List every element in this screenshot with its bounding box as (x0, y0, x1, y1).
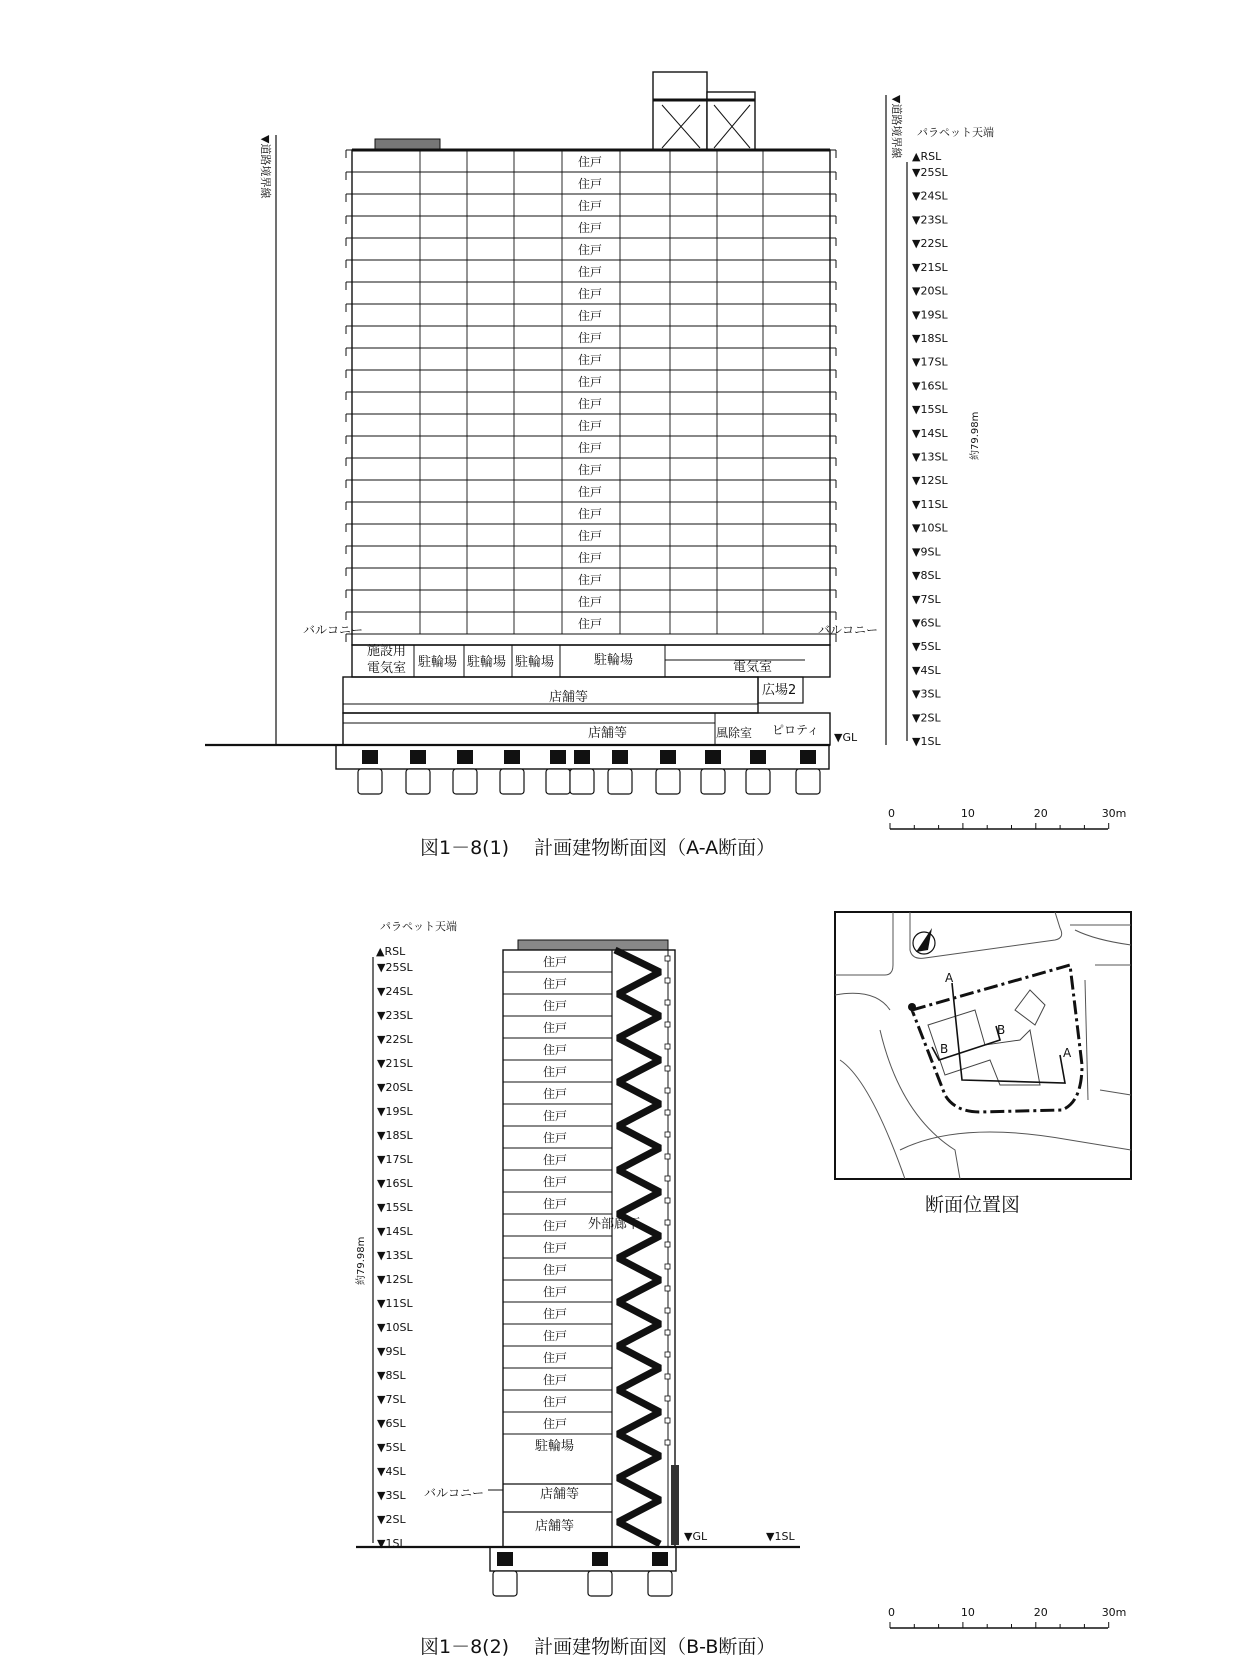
bb-level-label: ▼22SL (377, 1033, 413, 1046)
aa-balcony-right: バルコニー (818, 623, 879, 637)
bb-level-label: ▼25SL (377, 961, 413, 974)
bb-facade-node (665, 1374, 670, 1379)
bb-foundation-mat (490, 1547, 676, 1571)
aa-unit-label: 住戸 (578, 617, 603, 631)
aa-unit-label: 住戸 (578, 331, 603, 345)
bb-unit-label: 住戸 (543, 1109, 568, 1123)
bb-unit-label: 住戸 (543, 1153, 568, 1167)
bb-level-label: ▼18SL (377, 1129, 413, 1142)
aa-level-label: ▼16SL (912, 379, 948, 393)
aa-room-plaza: 広場2 (762, 683, 797, 698)
aa-height-note: 約79.98m (970, 411, 981, 460)
aa-level-label: ▼10SL (912, 521, 948, 535)
aa-level-label: ▼24SL (912, 189, 948, 203)
bb-unit-label: 住戸 (543, 1021, 568, 1035)
aa-unit-label: 住戸 (578, 287, 603, 301)
bb-unit-label: 住戸 (543, 1043, 568, 1057)
bb-level-label: ▼20SL (377, 1081, 413, 1094)
aa-level-label: ▼2SL (912, 711, 941, 725)
bb-unit-label: 住戸 (543, 1395, 568, 1409)
aa-unit-label: 住戸 (578, 221, 603, 235)
aa-unit-label: 住戸 (578, 595, 603, 609)
bb-facade-node (665, 1396, 670, 1401)
bb-unit-label: 住戸 (543, 1065, 568, 1079)
aa-level-label: ▼6SL (912, 616, 941, 630)
aa-level-label: ▼13SL (912, 450, 948, 464)
bb-floor-grid (488, 950, 670, 1512)
bb-room-bike: 駐輪場 (535, 1439, 575, 1454)
bb-level-label: ▼19SL (377, 1105, 413, 1118)
bb-unit-label: 住戸 (543, 1219, 568, 1233)
aa-pile-cap (504, 750, 520, 764)
aa-unit-label: 住戸 (578, 155, 603, 169)
aa-room-facility-1: 施設用 (367, 644, 407, 659)
bb-unit-label: 住戸 (543, 1175, 568, 1189)
aa-level-label: ▼1SL (912, 735, 941, 748)
aa-pile-footing (453, 769, 477, 794)
aa-pile-footing (656, 769, 680, 794)
aa-unit-label: 住戸 (578, 353, 603, 367)
bb-facade-node (665, 1440, 670, 1445)
bb-stair-base (671, 1465, 679, 1545)
aa-level-label: ▼7SL (912, 592, 941, 606)
bb-level-label: ▼10SL (377, 1321, 413, 1334)
aa-level-label: ▼22SL (912, 237, 948, 251)
bb-pile-footing (648, 1571, 672, 1596)
bb-facade-node (665, 978, 670, 983)
bb-level-scale (373, 957, 413, 1550)
bb-pile-cap (592, 1552, 608, 1566)
aa-level-label: ▼23SL (912, 213, 948, 227)
aa-section-drawing (205, 72, 1126, 829)
aa-unit-label: 住戸 (578, 177, 603, 191)
bb-facade-node (665, 1264, 670, 1269)
aa-floor-grid (346, 150, 836, 642)
key-plan-mark-a1: A (945, 971, 954, 985)
bb-1sl-right: ▼1SL (766, 1530, 795, 1543)
aa-room-bike-1: 駐輪場 (418, 655, 458, 670)
aa-room-elec: 電気室 (733, 660, 773, 675)
aa-road-boundary-label-right: ▼道路境界線 (890, 95, 903, 159)
aa-unit-label: 住戸 (578, 309, 603, 323)
bb-facade-node (665, 1022, 670, 1027)
aa-level-label: ▼5SL (912, 640, 941, 654)
scale-bar-label: 30m (1101, 1606, 1127, 1619)
aa-unit-label: 住戸 (578, 243, 603, 257)
aa-level-label: ▼3SL (912, 687, 941, 701)
bb-unit-label: 住戸 (543, 1087, 568, 1101)
bb-level-label: ▼23SL (377, 1009, 413, 1022)
aa-pile-cap (612, 750, 628, 764)
aa-pile-cap (410, 750, 426, 764)
aa-gl-label: ▼GL (834, 731, 858, 744)
bb-facade-node (665, 1110, 670, 1115)
aa-pile-cap (574, 750, 590, 764)
bb-level-label: ▼11SL (377, 1297, 413, 1310)
aa-pile-footing (701, 769, 725, 794)
bb-height-note: 約79.98m (356, 1236, 367, 1285)
aa-room-windbreak: 風除室 (716, 726, 753, 740)
bb-pile-caps (493, 1552, 672, 1596)
bb-parapet-label: パラペット天端 (380, 920, 457, 933)
bb-level-label: ▼5SL (377, 1441, 406, 1454)
bb-level-label: ▼12SL (377, 1273, 413, 1286)
bb-facade-node (665, 1220, 670, 1225)
bb-level-label: ▼21SL (377, 1057, 413, 1070)
bb-level-label: ▼6SL (377, 1417, 406, 1430)
aa-unit-label: 住戸 (578, 485, 603, 499)
aa-level-label: ▼17SL (912, 355, 948, 369)
aa-pile-cap (457, 750, 473, 764)
aa-section-caption: 図1－8(1) 計画建物断面図（A-A断面） (420, 837, 776, 859)
key-plan-title: 断面位置図 (925, 1194, 1021, 1216)
scale-bar-label: 10 (960, 1606, 975, 1619)
aa-unit-label: 住戸 (578, 507, 603, 521)
scale-bar-label: 20 (1033, 807, 1048, 820)
bb-gl-label: ▼GL (684, 1530, 708, 1543)
aa-room-facility-2: 電気室 (367, 661, 407, 676)
aa-pile-footing (500, 769, 524, 794)
aa-pile-cap (362, 750, 378, 764)
aa-level-label: ▼19SL (912, 308, 948, 322)
scale-bar-label: 0 (888, 1606, 895, 1619)
aa-pile-cap (660, 750, 676, 764)
aa-unit-label: 住戸 (578, 441, 603, 455)
bb-facade-node (665, 956, 670, 961)
bb-unit-label: 住戸 (543, 1417, 568, 1431)
bb-unit-label: 住戸 (543, 955, 568, 969)
aa-room-bike-3: 駐輪場 (515, 655, 555, 670)
bb-level-label: ▼2SL (377, 1513, 406, 1526)
bb-level-label: ▼8SL (377, 1369, 406, 1382)
aa-pile-footing (546, 769, 570, 794)
bb-unit-label: 住戸 (543, 977, 568, 991)
aa-pile-footing (358, 769, 382, 794)
aa-level-label: ▼8SL (912, 569, 941, 583)
aa-unit-label: 住戸 (578, 375, 603, 389)
bb-facade-node (665, 1242, 670, 1247)
key-plan (835, 912, 1131, 1179)
bb-pile-footing (493, 1571, 517, 1596)
aa-level-label: ▼9SL (912, 545, 941, 559)
aa-level-label: ▼11SL (912, 497, 948, 511)
bb-balcony-label: バルコニー (424, 1486, 485, 1500)
aa-level-label: ▼21SL (912, 260, 948, 274)
scale-bar-label: 10 (960, 807, 975, 820)
bb-tower-outline (503, 950, 675, 1547)
bb-facade-node (665, 1044, 670, 1049)
bb-level-label: ▼3SL (377, 1489, 406, 1502)
bb-unit-label: 住戸 (543, 1307, 568, 1321)
bb-room-shop-lower: 店舗等 (535, 1519, 575, 1534)
aa-parapet-label: パラペット天端 (917, 126, 994, 139)
aa-pile-cap (800, 750, 816, 764)
aa-level-label: ▼20SL (912, 284, 948, 298)
aa-level-label: ▼25SL (912, 166, 948, 179)
aa-unit-label: 住戸 (578, 529, 603, 543)
bb-level-label: ▼13SL (377, 1249, 413, 1262)
bb-facade-node (665, 1000, 670, 1005)
bb-facade-node (665, 1418, 670, 1423)
aa-pile-caps (358, 750, 820, 794)
bb-level-label: ▼9SL (377, 1345, 406, 1358)
bb-section-caption: 図1－8(2) 計画建物断面図（B-B断面） (420, 1636, 776, 1658)
bb-scale-bar (888, 1606, 1126, 1628)
bb-stair-flights (615, 950, 660, 1544)
bb-pile-cap (652, 1552, 668, 1566)
bb-facade-node (665, 1308, 670, 1313)
aa-level-label: ▼4SL (912, 663, 941, 677)
aa-room-bike-2: 駐輪場 (467, 655, 507, 670)
aa-scale-bar (888, 807, 1126, 829)
bb-corridor-label: 外部廊下 (588, 1217, 641, 1232)
bb-unit-label: 住戸 (543, 999, 568, 1013)
aa-room-shop-lower: 店舗等 (588, 726, 628, 741)
bb-unit-label: 住戸 (543, 1263, 568, 1277)
bb-unit-label: 住戸 (543, 1351, 568, 1365)
aa-unit-label: 住戸 (578, 265, 603, 279)
bb-level-label: ▼1SL (377, 1537, 406, 1550)
bb-facade-node (665, 1154, 670, 1159)
aa-unit-label: 住戸 (578, 419, 603, 433)
aa-level-label: ▼18SL (912, 331, 948, 345)
aa-room-piloti: ピロティ (772, 723, 820, 737)
bb-unit-label: 住戸 (543, 1131, 568, 1145)
bb-level-label: ▼16SL (377, 1177, 413, 1190)
bb-facade-node (665, 1066, 670, 1071)
aa-pile-footing (796, 769, 820, 794)
key-plan-mark-a2: A (1063, 1046, 1072, 1060)
aa-room-bike-main: 駐輪場 (594, 653, 634, 668)
scale-bar-label: 20 (1033, 1606, 1048, 1619)
bb-level-label: ▼17SL (377, 1153, 413, 1166)
aa-balcony-left: バルコニー (303, 623, 364, 637)
bb-pile-footing (588, 1571, 612, 1596)
bb-facade-node (665, 1198, 670, 1203)
aa-unit-label: 住戸 (578, 463, 603, 477)
bb-level-label: ▼24SL (377, 985, 413, 998)
aa-unit-label: 住戸 (578, 551, 603, 565)
aa-pile-footing (406, 769, 430, 794)
aa-unit-label: 住戸 (578, 397, 603, 411)
bb-unit-label: 住戸 (543, 1329, 568, 1343)
bb-facade-node (665, 1330, 670, 1335)
aa-pile-cap (705, 750, 721, 764)
bb-unit-label: 住戸 (543, 1241, 568, 1255)
scale-bar-label: 0 (888, 807, 895, 820)
bb-facade-node (665, 1132, 670, 1137)
aa-level-label: ▼15SL (912, 403, 948, 417)
aa-pile-cap (550, 750, 566, 764)
aa-road-boundary-label-left: ▼道路境界線 (259, 135, 272, 199)
bb-pile-cap (497, 1552, 513, 1566)
bb-level-label: ▼4SL (377, 1465, 406, 1478)
aa-unit-label: 住戸 (578, 199, 603, 213)
bb-level-label: ▼7SL (377, 1393, 406, 1406)
bb-facade-node (665, 1176, 670, 1181)
aa-rsl-label: ▲RSL (912, 150, 942, 163)
bb-room-shop-upper: 店舗等 (540, 1487, 580, 1502)
bb-level-label: ▼15SL (377, 1201, 413, 1214)
aa-penthouse-frame (653, 72, 707, 150)
aa-level-label: ▼14SL (912, 426, 948, 440)
aa-pile-cap (750, 750, 766, 764)
aa-rooftop-equipment (375, 139, 440, 149)
aa-pile-footing (608, 769, 632, 794)
bb-unit-label: 住戸 (543, 1373, 568, 1387)
scale-bar-label: 30m (1101, 807, 1127, 820)
key-plan-mark-b2: B (997, 1023, 1006, 1037)
aa-podium-shop-lower (343, 713, 830, 745)
bb-unit-label: 住戸 (543, 1285, 568, 1299)
aa-room-shop-upper: 店舗等 (549, 690, 589, 705)
bb-level-label: ▼14SL (377, 1225, 413, 1238)
bb-external-stair (615, 950, 679, 1545)
aa-pile-footing (570, 769, 594, 794)
aa-pile-footing (746, 769, 770, 794)
aa-level-scale (907, 162, 948, 748)
aa-unit-label: 住戸 (578, 573, 603, 587)
bb-facade-node (665, 1088, 670, 1093)
bb-facade-node (665, 1352, 670, 1357)
bb-rooftop-equipment (518, 940, 668, 950)
bb-rsl-label: ▲RSL (376, 945, 406, 958)
aa-level-label: ▼12SL (912, 474, 948, 488)
key-plan-mark-b1: B (940, 1042, 949, 1056)
bb-facade-node (665, 1286, 670, 1291)
bb-unit-label: 住戸 (543, 1197, 568, 1211)
